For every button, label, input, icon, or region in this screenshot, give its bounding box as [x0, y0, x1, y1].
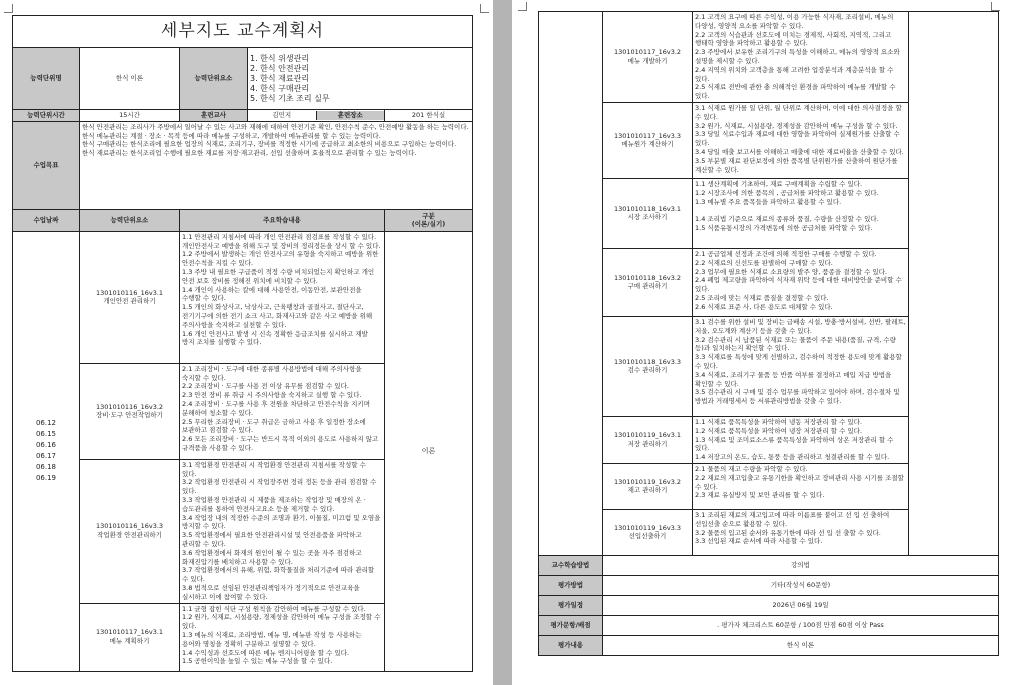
element-code: 1301010119_16v3.1 저장 관리하기: [603, 416, 693, 463]
date-column-continued: [539, 12, 603, 556]
content-cell[interactable]: 1.1 균형 잡힌 식단 구성 원칙을 감안하여 메뉴를 구성할 수 있다. 1.2 원가, 식재료, 시설용량, 경제성을 감안하여 메뉴 구성을 조정할 수 있다. 1.3 메뉴의 식재료, 조리방법, 메뉴 명, 메뉴판 작성 등 사용하는 용어와 명칭을 정확히 구분하고 설명할 수 있다. 1.4 수익성과 선호도에 따른 메뉴 엔지니어링을 할 수 있다. 1.5 공헌이익을 높일 수 있는 메뉴 구성을 할 수 있다.: [180, 603, 385, 671]
teacher-label: 훈련교사: [180, 110, 248, 122]
plan-table-page-2: [538, 11, 999, 656]
footer-label: 평가방법: [539, 575, 603, 595]
unit-item: 1. 한식 위생관리: [250, 53, 310, 63]
footer-value[interactable]: . 평가자 체크리스트 60문항 / 100점 만점 60점 이상 Pass: [603, 615, 999, 635]
lesson-dates[interactable]: 06.12 06.15 06.16 06.17 06.18 06.19: [13, 231, 80, 671]
content-cell[interactable]: 2.1 조리장비 · 도구에 대한 종류별 사용방법에 대해 주의사항을 숙지할 수 있다. 2.2 조리장비 · 도구를 사용 전 이상 유무를 점검할 수 있다. 2.3 안전 장비 류 취급 시 주의사항을 숙지하고 실행 할 수 있다. 2.4 조리장비 · 도구를 사용 후 전원을 차단하고 안전수칙을 지키며 분해하여 청소할 수 있다. 2.5 무리한 조리장비 · 도구 취급은 금하고 사용 후 일정한 장소에 보관하고 점검할 수 있다. 2.6 모든 조리장비 · 도구는 반드시 목적 이외의 용도로 사용하지 않고 규격품을 사용할 수 있다.: [180, 363, 385, 459]
unit-item: 5. 한식 기초 조리 실무: [250, 93, 330, 103]
content-cell[interactable]: 1.1 안전관리 지침서에 따라 개인 안전관리 점검표를 작성할 수 있다. 개인안전사고 예방을 위해 도구 및 장비의 정리정돈을 상시 할 수 있다. 1.2 주방에서 발생하는 개인 안전사고의 유형을 숙지하고 예방을 위한 안전수칙을 지킬 수 있다. 1.3 주방 내 필요한 구급품이 적정 수량 비치되었는지 확인하고 개인 안전 보호 장비를 정해진 위치에 비치할 수 있다. 1.4 개인이 사용하는 칼에 대해 사용안전, 이동안전, 보관안전을 수행할 수 있다. 1.5 개인의 화상사고, 낙상사고, 근육팽창과 골절사고, 절단사고, 전기기구에 의한 전기 쇼크 사고, 화재사고와 같은 사고 예방을 위해 주의사항을 숙지하고 실천할 수 있다. 1.6 개인 안전사고 발생 시 신속 정확한 응급조치를 실시하고 재발 방지 조치를 실행할 수 있다.: [180, 231, 385, 363]
footer-label: 평가문항/배점: [539, 615, 603, 635]
corner-mark-icon: [518, 2, 527, 11]
teacher-value: [248, 110, 385, 122]
unit-item: 4. 한식 구매관리: [250, 83, 310, 93]
content-cell[interactable]: 2.1 고객의 요구에 따른 수익성, 이용 가능한 식자재, 조리설비, 메뉴의 다양성, 영양적 요소를 파악할 수 있다. 2.2 고객의 식습관과 선호도에 미치는 경제적, 사회적, 지역적, 그리고 행태학 영양을 파악하고 활용할 수 있다. 2.3 주방에서 보유한 조리기구의 특성을 이해하고, 메뉴의 영양적 요소와 설명을 제시할 수 있다. 2.4 지역의 위치와 고객층을 통해 고려한 업장분석과 계층분석을 할 수 있다. 2.5 식재료 전반에 관한 충 의해적인 환경을 파악하여 메뉴를 개발할 수 있다.: [693, 12, 909, 103]
footer-value[interactable]: 강의법: [603, 555, 999, 575]
element-code: 1301010117_16v3.3 메뉴원가 계산하기: [603, 102, 693, 178]
col-element-header: 능력단위요소: [80, 209, 180, 231]
time-value[interactable]: 15시간: [80, 110, 180, 122]
element-code: 1301010119_16v3.3 선입선출하기: [603, 509, 693, 555]
element-code: 1301010116_16v3.2 장비·도구 안전작업하기: [80, 363, 180, 459]
corner-mark-icon: [480, 4, 489, 13]
content-cell[interactable]: 3.1 조리된 재료의 재고입고에 따라 이름표를 붙이고 선 입 선 출하여 선입선출 순으로 활용할 수 있다. 3.2 물품의 입고된 순서와 유통기한에 따라 선 입 선 출할 수 있다. 3.3 선입된 재료 순서에 따라 사용할 수 있다.: [693, 509, 909, 555]
unit-item: 3. 한식 재료관리: [250, 73, 310, 83]
content-cell[interactable]: 2.1 물품의 재고 수량을 파악할 수 있다. 2.2 재료의 재고입출고 유통기한을 확인하고 장비관리 사용 시기를 조절할 수 있다. 2.3 재료 유실방지 및 보안 관리를 할 수 있다.: [693, 463, 909, 509]
footer-value[interactable]: 한식 이론: [603, 635, 999, 655]
ncs-name-label: 능력단위명: [13, 48, 80, 110]
element-code: 1301010116_16v3.3 작업환경 안전관리하기: [80, 459, 180, 603]
page-gap: [493, 0, 512, 685]
element-code: 1301010116_16v3.1 개인안전 관리하기: [80, 231, 180, 363]
time-label: 능력단위시간: [13, 110, 80, 122]
footer-value[interactable]: 기타(작성식 60문항): [603, 575, 999, 595]
place-label: 훈련장소: [316, 111, 385, 120]
type-column-continued: [909, 12, 999, 556]
corner-mark-icon: [991, 2, 1000, 11]
unit-list: [248, 48, 473, 110]
lesson-type[interactable]: 이론: [385, 231, 473, 671]
content-cell[interactable]: 1.1 식재료 품목특성을 파악하여 냉동 저장관리 할 수 있다. 1.2 식재료 품목특성을 파악하여 냉장 저장관리 할 수 있다. 1.3 식재료 및 조미료소스류 품목특성을 파악하여 상온 저장관리 할 수 있다. 1.4 저장고의 온도, 습도, 통풍 등을 관리하고 청결관리를 할 수 있다.: [693, 416, 909, 463]
element-code: 1301010118_16v3.2 구매 관리하기: [603, 248, 693, 316]
document-page-2: [512, 0, 1012, 685]
unit-item: 2. 한식 안전관리: [250, 63, 310, 73]
footer-value[interactable]: 2026년 06월 19일: [603, 595, 999, 615]
content-cell[interactable]: 1.1 생산계획에 기초하여, 재료 구매계획을 수립할 수 있다. 1.2 시장조사에 의한 품목의 , 공급처를 파악하고 활용할 수 있다. 1.3 메뉴별 주요 품목들을 파악하고 활용할 수 있다. 1.4 조리법 기준으로 재료의 종류와 품질, 수량을 산정할 수 있다. 1.5 식품유통시장의 가격변동에 의한 공급처를 파악할 수 있다.: [693, 178, 909, 248]
element-code: 1301010119_16v3.2 재고 관리하기: [603, 463, 693, 509]
teacher-name[interactable]: 김민지: [272, 111, 292, 119]
goal-text[interactable]: 한식 안전관리는 조리사가 주방에서 일어날 수 있는 사고와 재해에 대하여 안전기준 확인, 안전수칙 준수, 안전예방 활동을 하는 능력이다. 한식 메뉴관리는 계절 · 장소 · 목적 등에 따라 메뉴를 구성하고, 개발하여 메뉴관리를 할 수 있는 능력이다. 한식 구매관리는 한식조리에 필요한 업장의 식재료, 조리기구, 장비를 적정한 시기에 공급하고 최소한의 비용으로 구입하는 능력이다. 한식 재료관리는 한식조리업 수행에 필요한 재료를 저장·재고관리, 선입 선출하며 효율적으로 관리할 수 있는 능력이다.: [80, 121, 473, 209]
document-title: 세부지도 교수계획서: [13, 16, 473, 48]
place-value[interactable]: 201 한식실: [385, 110, 473, 122]
col-type-header: 구분 (이론/실기): [385, 209, 473, 231]
corner-mark-icon: [4, 4, 13, 13]
element-label: 능력단위요소: [180, 48, 248, 110]
document-page-1: [0, 0, 493, 685]
content-cell[interactable]: 3.1 작업환경 안전관리 시 작업환경 안전관리 지침서를 작성할 수 있다. 3.2 작업환경 안전관리 시 작업장주변 정리 정돈 등을 관리 점검할 수 있다. 3.3 작업환경 안전관리 시 제품을 제조하는 작업장 및 매장의 온 · 습도관리를 통하여 안전사고요소 등을 제거할 수 있다. 3.4 작업장 내의 적정한 수준의 조명과 환기, 이물질, 미끄럼 및 오염을 방지할 수 있다. 3.5 작업환경에서 필요한 안전관리시설 및 안전용품을 파악하고 관리할 수 있다. 3.6 작업환경에서 화재의 원인이 될 수 있는 곳을 자주 점검하고 화재진압기를 배치하고 사용할 수 있다. 3.7 작업환경에서의 유해, 위험, 화학물질을 처리기준에 따라 관리할 수 있다. 3.8 법적으로 선임된 안전관리책임자가 정기적으로 안전교육을 실시하고 이에 참여할 수 있다.: [180, 459, 385, 603]
footer-label: 평가일정: [539, 595, 603, 615]
plan-table-page-1: [12, 15, 473, 672]
content-cell[interactable]: 2.1 공급업체 선정과 조건에 의해 적정한 구매를 수행할 수 있다. 2.2 식재료의 신선도를 판별하여 구매할 수 있다. 2.3 업무에 필요한 식재료 소요량의 발주 양, 품종을 결정할 수 있다. 2.4 폐업 제고량을 파악하여 식자재 위탁 등에 대한 대비방안을 준비할 수 있다. 2.5 조리에 맞는 식재료 품질을 결정할 수 있다. 2.6 식재료 표준 사, 다른 용도로 대체할 수 있다.: [693, 248, 909, 316]
element-code: 1301010117_16v3.1 메뉴 계획하기: [80, 603, 180, 671]
col-date-header: 수업날짜: [13, 209, 80, 231]
footer-label: 평가내용: [539, 635, 603, 655]
content-cell[interactable]: 3.1 식재료 원가를 일 단위, 월 단위로 계산하며, 이에 대한 의사결정을 할 수 있다. 3.2 원가, 식재료, 시설용량, 경제성을 감안하여 메뉴 구성을 할 수 있다. 3.3 당일 식료수입과 재료에 대한 영향을 파악하여 실제원가를 산출할 수 있다. 3.4 당일 매출 보고서를 이해하고 매출에 대한 재료비율을 산출할 수 있다. 3.5 부분별 재료 판단보정에 의한 품목별 단위원가를 산출하여 원단가를 계산할 수 있다.: [693, 102, 909, 178]
element-code: 1301010117_16v3.2 메뉴 개발하기: [603, 12, 693, 103]
element-code: 1301010118_16v3.3 검수 관리하기: [603, 316, 693, 416]
element-code: 1301010118_16v3.1 시장 조사하기: [603, 178, 693, 248]
col-content-header: 주요학습내용: [180, 209, 385, 231]
goal-label: 수업목표: [13, 121, 80, 209]
content-cell[interactable]: 3.1 검수를 위한 설비 및 장비는 급배송 시설, 방충·방서설비, 선반, 팔레트, 저울, 오도계와 계산기 등을 갖출 수 있다. 3.2 검수관리 시 납품된 식재료 또는 물품이 주문 내용(품질, 규격, 수량 등)과 일치하는지 확인할 수 있다. 3.3 식재료를 특성에 맞게 선별하고, 검수하여 적정한 용도에 맞게 활용할 수 있다. 3.4 식재료, 조리기구 물품 등 반품 여부를 결정하고 매입 지급 방법을 확인할 수 있다. 3.5 검수관리 시 구매 및 검수 업무를 파악하고 있어야 하며, 검수절차 및 방법과 거래명세서 등 서류관리방법을 갖출 수 있다.: [693, 316, 909, 416]
ncs-name-value[interactable]: 한식 이론: [80, 48, 180, 110]
footer-label: 교수학습방법: [539, 555, 603, 575]
